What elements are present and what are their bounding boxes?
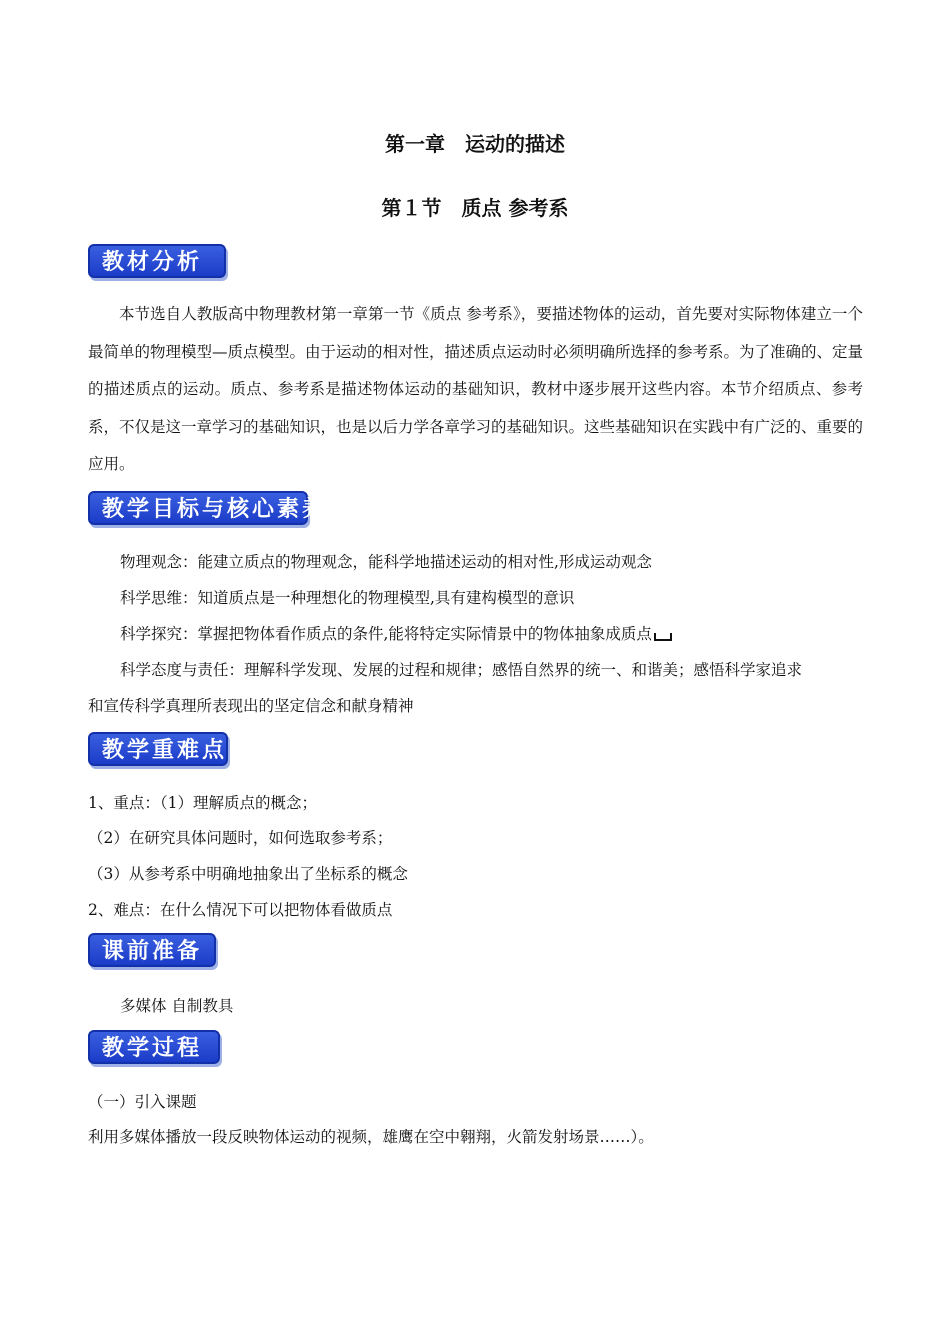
goal-item: 物理观念：能建立质点的物理观念，能科学地描述运动的相对性,形成运动观念 (120, 553, 652, 571)
heading-analysis: 教材分析 (88, 244, 226, 278)
key-point-item: （2）在研究具体问题时，如何选取参考系； (88, 829, 393, 847)
key-point-item: 1、重点：（1）理解质点的概念； (88, 794, 317, 812)
analysis-paragraph: 本节选自人教版高中物理教材第一章第一节《质点 参考系》，要描述物体的运动，首先要对实际物体建立一个最简单的物理模型—质点模型。由于运动的相对性，描述质点运动时必须明确所选择的参考系。为了准确的、定量的描述质点的运动。质点、参考系是描述物体运动的基础知识，教材中逐步展开这些内容。本节介绍质点、参考系，不仅是这一章学习的基础知识，也是以后力学各章学习的基础知识。这些基础知识在实践中有广泛的、重要的应用。 (88, 305, 864, 473)
goal-item: 和宣传科学真理所表现出的坚定信念和献身精神 (88, 697, 414, 715)
goal-item (120, 624, 672, 644)
heading-preparation: 课前准备 (88, 933, 216, 967)
heading-key-points: 教学重难点 (88, 732, 228, 766)
key-point-item: （3）从参考系中明确地抽象出了坐标系的概念 (88, 865, 408, 883)
chapter-title: 第一章 运动的描述 (385, 132, 565, 156)
process-item: （一）引入课题 (88, 1093, 197, 1111)
text-cursor-mark (654, 633, 672, 641)
section-title: 第１节 质点 参考系 (381, 196, 569, 220)
heading-process: 教学过程 (88, 1030, 220, 1064)
goal-item-text: 科学探究：掌握把物体看作质点的条件,能将特定实际情景中的物体抽象成质点 (120, 625, 652, 643)
preparation-text: 多媒体 自制教具 (120, 997, 234, 1015)
goal-item: 科学思维：知道质点是一种理想化的物理模型,具有建构模型的意识 (120, 589, 575, 607)
heading-goals: 教学目标与核心素养 (88, 491, 308, 525)
goal-item: 科学态度与责任：理解科学发现、发展的过程和规律；感悟自然界的统一、和谐美；感悟科学家追求 (120, 661, 803, 679)
process-item: 利用多媒体播放一段反映物体运动的视频，雄鹰在空中翱翔，火箭发射场景……）。 (88, 1128, 654, 1146)
key-point-item: 2、难点：在什么情况下可以把物体看做质点 (88, 901, 393, 919)
